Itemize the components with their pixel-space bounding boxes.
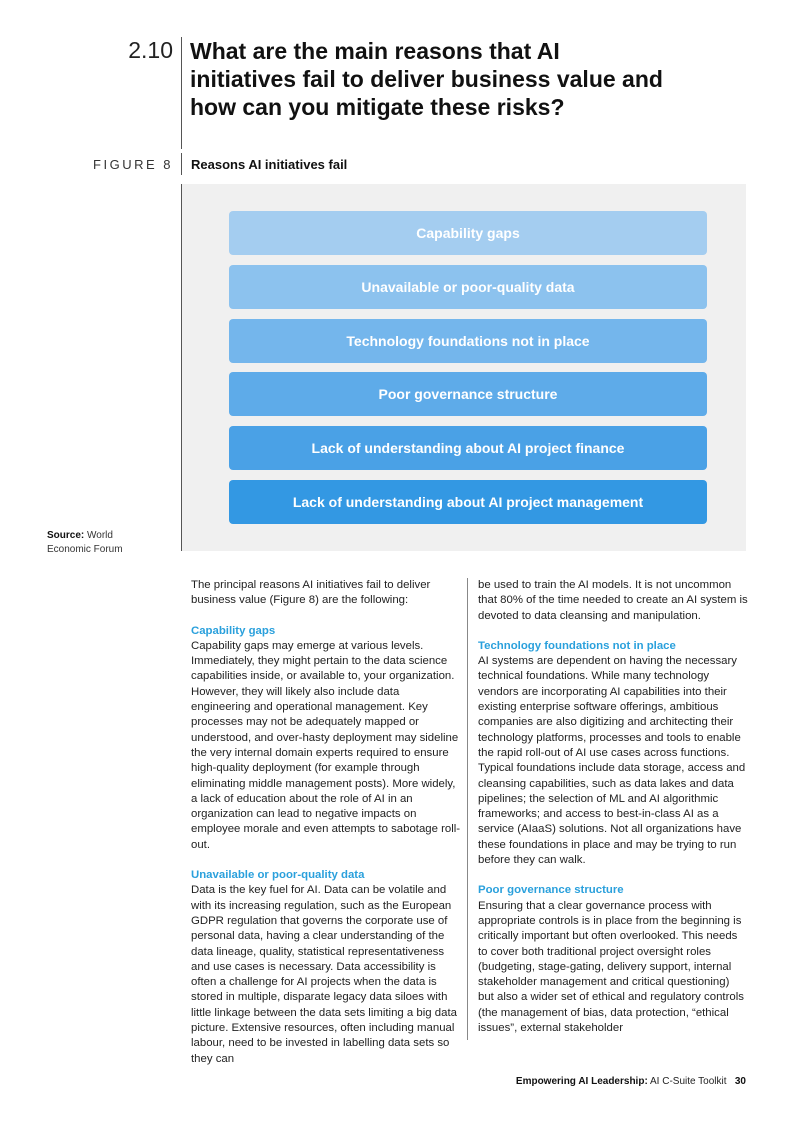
reason-bar-governance xyxy=(229,372,707,416)
page-footer xyxy=(516,1076,746,1087)
reason-bar-project-finance xyxy=(229,426,707,470)
reason-bar-label: Technology foundations not in place xyxy=(346,333,590,349)
reason-bar-capability-gaps xyxy=(229,211,707,255)
body-column-left xyxy=(191,578,461,1067)
figure-label-divider xyxy=(181,153,182,175)
intro-paragraph: The principal reasons AI initiatives fail to deliver business value (Figure 8) are the following: xyxy=(191,579,431,607)
capability-heading: Capability gaps xyxy=(191,624,276,637)
reason-bar-label: Lack of understanding about AI project management xyxy=(292,494,644,510)
footer-publication: Empowering AI Leadership: xyxy=(515,1076,648,1087)
source-text: World Economic Forum xyxy=(47,530,123,555)
reason-bar-technology-foundations xyxy=(229,319,707,363)
figure-title: Reasons AI initiatives fail xyxy=(191,157,348,172)
reason-bar-label: Unavailable or poor-quality data xyxy=(361,279,575,295)
reason-bar-poor-quality-data xyxy=(229,265,707,309)
header-divider xyxy=(181,37,182,149)
footer-subtitle: AI C-Suite Toolkit xyxy=(650,1076,727,1087)
capability-paragraph: Capability gaps may emerge at various levels. Immediately, they might pertain to the data science capabilities inside, or available to, your organization. However, they will likely also include data engineering and operational management. Key processes may not be adequately mapped or understood, and over-hasty deployment may sideline the very internal domain experts required to ensure high-quality deployment (for example through eliminating middle management posts). More widely, a lack of education about the role of AI in an organization can lead to negative impacts on employee morale and even attempts to sabotage roll-out. xyxy=(191,639,461,851)
data-paragraph-continued: be used to train the AI models. It is not uncommon that 80% of the time needed to create an AI system is devoted to data cleansing and manipulation. xyxy=(478,579,748,622)
figure-source xyxy=(47,529,157,557)
reason-bar-label: Capability gaps xyxy=(416,225,520,241)
section-title: What are the main reasons that AI initiatives fail to deliver business value and how can you mitigate these risks? xyxy=(190,38,663,120)
data-paragraph: Data is the key fuel for AI. Data can be volatile and with its increasing regulation, such as the European GDPR regulation that governs the corporate use of personal data, having a clear understanding of the data lineage, quality, statistical representativeness and use cases is necessary. Data accessibility is often a challenge for AI projects when the data is stored in multiple, disparate legacy data siloes with little linkage between the data sets limiting a big data picture. Extensive resources, often including manual labour, need to be invested in labelling data sets so they can xyxy=(191,884,457,1065)
reason-bar-label: Lack of understanding about AI project finance xyxy=(311,440,625,456)
governance-heading: Poor governance structure xyxy=(478,884,624,897)
technology-paragraph: AI systems are dependent on having the necessary technical foundations. While many technology vendors are incorporating AI capabilities into their existing enterprise software offerings, ambitious companies are also digitizing and architecting their technology platforms, processes and tools to enable the rapid roll-out of AI use cases across functions. Typical foundations include data storage, access and cleansing capabilities, such as data lakes and data pipelines; the selection of ML and AI algorithmic frameworks; and access to best-in-class AI as a service (AIaaS) solutions. Not all organizations have these foundations in place and may be trying to run before they can walk. xyxy=(478,655,746,867)
figure-panel xyxy=(182,184,746,551)
governance-paragraph: Ensuring that a clear governance process with appropriate controls is in place from the beginning is critically important but often overlooked. This needs to cover both traditional project oversight roles (budgeting, stage-gating, delivery support, internal stakeholder management and critical questioning) but also a wider set of ethical and regulatory controls (the management of bias, data protection, “ethical issues”, external stakeholder xyxy=(478,899,744,1035)
page-number: 30 xyxy=(734,1076,746,1087)
figure-label: FIGURE 8 xyxy=(93,157,173,172)
body-column-right xyxy=(478,578,748,1036)
reason-bar-project-management xyxy=(229,480,707,524)
section-number: 2.10 xyxy=(128,37,173,63)
data-heading: Unavailable or poor-quality data xyxy=(191,869,365,882)
reason-bar-label: Poor governance structure xyxy=(378,386,558,402)
source-label: Source: xyxy=(47,530,85,541)
column-divider xyxy=(467,578,468,1040)
technology-heading: Technology foundations not in place xyxy=(478,639,676,652)
